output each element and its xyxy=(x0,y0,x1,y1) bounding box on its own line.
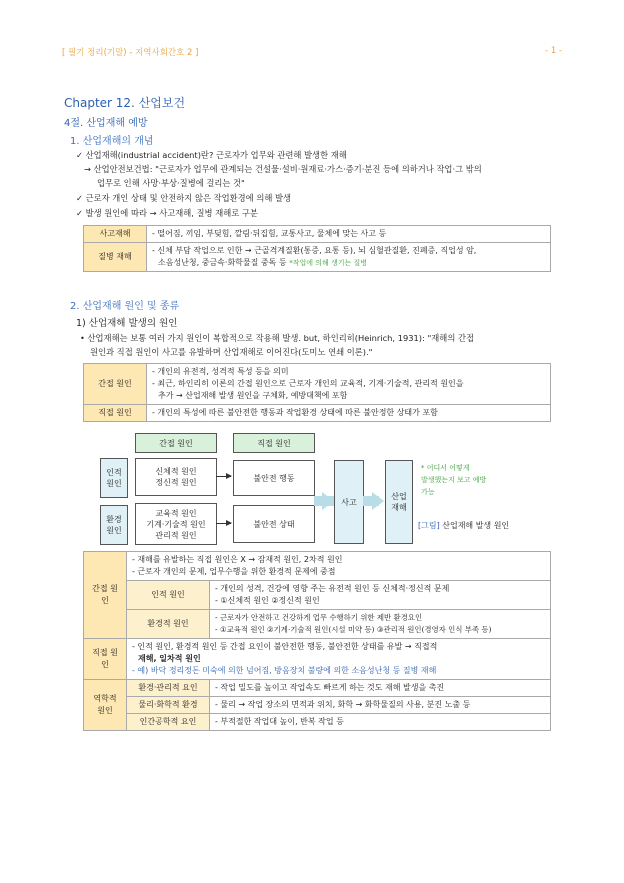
paragraph: • 산업재해는 보통 여러 가지 원인이 복합적으로 작용해 발생. but, 하인리히(Heinrich, 1931): "재해의 간접 xyxy=(80,333,475,343)
disaster-type-table xyxy=(83,225,551,272)
row-label: 인간공학적 요인 xyxy=(127,714,210,731)
cause-table xyxy=(83,363,551,422)
row-label: 환경·관리적 요인 xyxy=(127,680,210,697)
row-text: - 개인의 특성에 따른 불안전한 행동과 작업환경 상태에 따른 불안정한 상태가 포함 xyxy=(147,405,551,422)
unsafe-act-box: 불안전 행동 xyxy=(233,460,315,496)
row-text: 소음성난청, 중금속·화학물질 중독 등 xyxy=(158,258,287,267)
row-text: - 개인의 유전적, 성격적 특성 등을 의미 xyxy=(152,367,289,376)
detail-cause-table xyxy=(83,551,551,731)
row-label: 직접 원인 xyxy=(84,405,147,422)
figure-caption xyxy=(418,519,528,533)
human-cause-box: 신체적 원인 정신적 원인 xyxy=(135,458,217,496)
row-text: 추가 → 산업재해 발생 원인을 구체화, 예방대책에 포함 xyxy=(158,391,348,400)
row-text: - 작업 밀도를 높이고 작업속도 빠르게 하는 것도 재해 발생을 촉진 xyxy=(210,680,551,697)
row-label: 사고재해 xyxy=(84,226,147,243)
arrow xyxy=(216,476,231,477)
row-text: - 물리 → 작업 장소의 면적과 위치, 화학 → 화학물질의 사용, 분진 노출 등 xyxy=(210,697,551,714)
handwritten-note: *작업에 의해 생기는 질병 xyxy=(289,259,367,267)
subheading: 1) 산업재해 발생의 원인 xyxy=(76,318,178,329)
section-title: 4절. 산업재해 예방 xyxy=(64,118,148,129)
row-text: - 예) 바닥 정리정돈 미숙에 의한 넘어짐, 방음장치 불량에 의한 소음성난청 등 질병 재해 xyxy=(132,666,437,675)
row-text: - ①교육적 원인 ②기계·기술적 원인(시설 미약 등) ③관리적 원인(경영자 인식 부족 등) xyxy=(215,625,492,634)
arrow xyxy=(216,523,231,524)
handwritten-note: * 어디서 어떻게 발생했는지 보고 예방 가능 xyxy=(421,464,487,496)
page-number: - 1 - xyxy=(545,46,562,56)
caption-tag: [그림] xyxy=(418,521,440,530)
row-label: 직접 원인 xyxy=(84,639,127,680)
row-label: 간접 원인 xyxy=(84,364,147,405)
chapter-title: Chapter 12. 산업보건 xyxy=(64,96,186,110)
bullet-sub: → 산업안전보건법: "근로자가 업무에 관계되는 건설물·설비·원재료·가스·증기·분진 등에 의하거나 작업·그 밖의 xyxy=(84,164,482,174)
env-cause-box: 교육적 원인 기계·기술적 원인 관리적 원인 xyxy=(135,503,217,545)
row-label: 간접 원인 xyxy=(84,552,127,639)
accident-box: 사고 xyxy=(334,460,364,544)
row-text: - 근로자가 안전하고 건강하게 업무 수행하기 위한 제반 환경요인 xyxy=(215,613,423,622)
row-text: - 떨어짐, 끼임, 부딪힘, 깔림·뒤집힘, 교통사고, 물체에 맞는 사고 등 xyxy=(147,226,551,243)
bullet: ✓ 발생 원인에 따라 → 사고재해, 질병 재해로 구분 xyxy=(76,208,258,218)
row-text: - 근로자 개인의 문제, 업무수행을 위한 환경적 문제에 중점 xyxy=(132,567,336,576)
bullet-sub: 업무로 인해 사망·부상·질병에 걸리는 것" xyxy=(97,178,245,188)
row-text: - 재해를 유발하는 직접 원인은 X → 잠재적 원인, 2차적 원인 xyxy=(132,555,343,564)
arrow-head xyxy=(322,492,334,510)
row-text: - 신체 부담 작업으로 인한 → 근골격계질환(통증, 요통 등), 뇌 심혈관질환, 진폐증, 직업성 암, xyxy=(152,246,477,255)
caption-text: 산업재해 발생 원인 xyxy=(442,521,510,530)
paragraph: 원인과 직접 원인이 사고를 유발하며 산업재해로 이어진다(도미노 연쇄 이론)." xyxy=(90,347,373,357)
page-header-title: [ 필기 정리(기말) - 지역사회간호 2 ] xyxy=(62,48,199,58)
bullet: ✓ 산업재해(industrial accident)란? 근로자가 업무와 관련해 발생한 재해 xyxy=(76,150,347,160)
row-text: - 개인의 성격, 건강에 영향 주는 유전적 원인 등 신체적·정신적 문제 xyxy=(215,584,450,593)
human-cause-label: 인적 원인 xyxy=(100,458,128,498)
row-label: 물리·화학적 환경 xyxy=(127,697,210,714)
row-text: - ①신체적 원인 ②정신적 원인 xyxy=(215,596,320,605)
arrow-head xyxy=(372,492,384,510)
heading-1: 1. 산업재해의 개념 xyxy=(70,136,154,147)
bullet: ✓ 근로자 개인 상태 및 안전하지 않은 작업환경에 의해 발생 xyxy=(76,193,292,203)
indirect-cause-header: 간접 원인 xyxy=(135,433,217,453)
row-label: 질병 재해 xyxy=(84,243,147,272)
heading-2: 2. 산업재해 원인 및 종류 xyxy=(70,301,180,312)
row-label: 인적 원인 xyxy=(127,581,210,610)
row-label: 환경적 원인 xyxy=(127,610,210,639)
row-text: - 최근, 하인리히 이론의 간접 원인으로 근로자 개인의 교육적, 기계·기술적, 관리적 원인을 xyxy=(152,379,464,388)
direct-cause-header: 직접 원인 xyxy=(233,433,315,453)
row-text: - 부적절한 작업대 높이, 반복 작업 등 xyxy=(210,714,551,731)
unsafe-state-box: 불안전 상태 xyxy=(233,505,315,543)
row-text: - 인적 원인, 환경적 원인 등 간접 요인이 불안전한 행동, 불안전한 상태를 유발 → 직접적 xyxy=(132,642,438,651)
env-cause-label: 환경 원인 xyxy=(100,505,128,545)
disaster-box: 산업 재해 xyxy=(385,460,413,544)
row-label: 역학적 원인 xyxy=(84,680,127,731)
row-text: 재해, 일차적 원인 xyxy=(138,654,201,663)
